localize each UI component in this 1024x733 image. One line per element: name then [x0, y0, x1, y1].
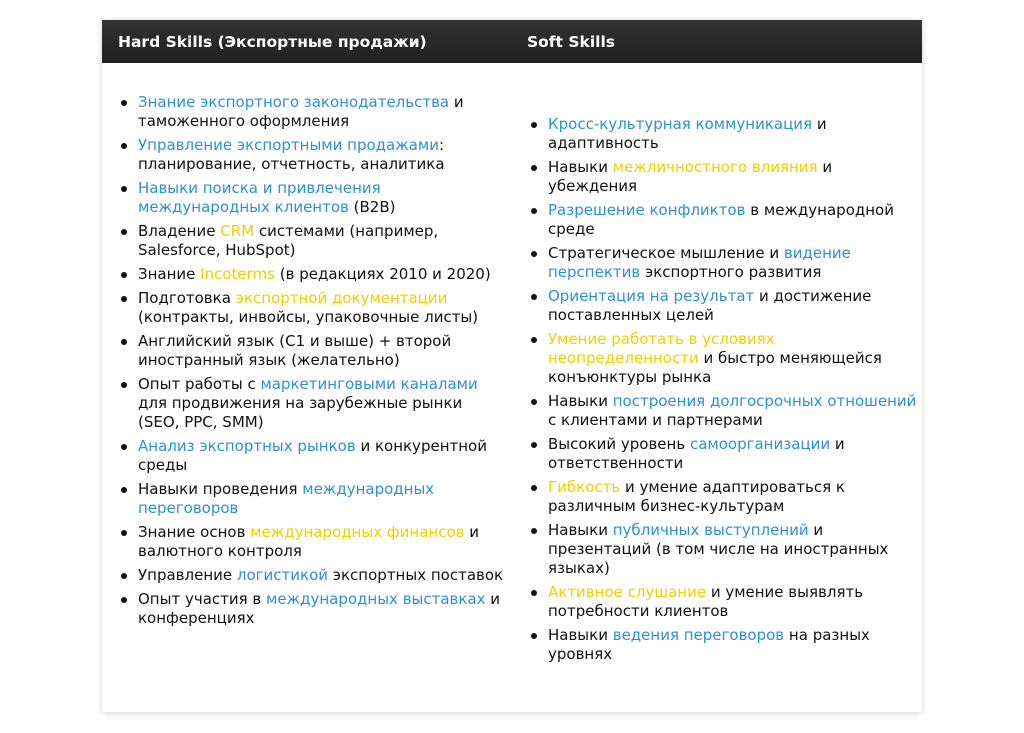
table-header	[102, 20, 922, 63]
list-item	[138, 480, 504, 518]
item-text: и быстро меняющейся конъюнктуры рынка	[548, 349, 882, 386]
list-item	[548, 583, 918, 621]
item-text: и убеждения	[548, 158, 833, 195]
highlighted-term: логистикой	[236, 566, 328, 584]
highlighted-term: Управление экспортными продажами	[138, 136, 439, 154]
highlighted-term: Гибкость	[548, 478, 621, 496]
highlighted-term: построения долгосрочных отношений	[612, 392, 917, 410]
list-item	[138, 222, 504, 260]
list-item	[548, 115, 918, 153]
highlighted-term: самоорганизации	[689, 435, 831, 453]
highlighted-term: международных выставках	[266, 590, 486, 608]
item-text: для продвижения на зарубежные рынки (SEO, PPC, SMM)	[138, 394, 463, 431]
item-text: Управление	[138, 566, 237, 584]
hard-skills-list	[102, 63, 512, 628]
list-item	[548, 626, 918, 664]
list-item	[138, 523, 504, 561]
highlighted-term: публичных выступлений	[612, 521, 809, 539]
item-text: Высокий уровень	[548, 435, 690, 453]
item-text: с клиентами и партнерами	[548, 411, 763, 429]
highlighted-term: Навыки поиска и привлечения международных клиентов	[138, 179, 381, 216]
list-item	[138, 136, 504, 174]
item-text: Владение	[138, 222, 221, 240]
item-text: и адаптивность	[548, 115, 827, 152]
item-text: и валютного контроля	[138, 523, 480, 560]
soft-skills-column	[512, 63, 922, 669]
item-text: (в редакциях 2010 и 2020)	[274, 265, 491, 283]
highlighted-term: межличностного влияния	[612, 158, 818, 176]
item-text: в международной среде	[548, 201, 894, 238]
hard-skills-column	[102, 63, 512, 669]
item-text: Навыки	[548, 521, 613, 539]
hard-skills-title: Hard Skills (Экспортные продажи)	[118, 32, 427, 51]
list-item	[548, 201, 918, 239]
list-item	[138, 437, 504, 475]
soft-skills-title: Soft Skills	[527, 32, 615, 51]
list-item	[548, 330, 918, 387]
item-text: (контракты, инвойсы, упаковочные листы)	[138, 308, 479, 326]
item-text: и презентаций (в том числе на иностранных языках)	[548, 521, 889, 577]
item-text: Английский язык (C1 и выше) + второй иностранный язык (желательно)	[138, 332, 452, 369]
item-text: Знание основ	[138, 523, 251, 541]
list-item	[548, 158, 918, 196]
list-item	[138, 566, 504, 585]
item-text: и умение выявлять потребности клиентов	[548, 583, 864, 620]
highlighted-term: Умение работать в условиях неопределенности	[548, 330, 775, 367]
highlighted-term: Активное слушание	[548, 583, 707, 601]
item-text: экспортных поставок	[328, 566, 504, 584]
list-item	[548, 435, 918, 473]
list-item	[138, 375, 504, 432]
highlighted-term: Анализ экспортных рынков	[138, 437, 356, 455]
highlighted-term: экспортной документации	[235, 289, 448, 307]
item-text: и таможенного оформления	[138, 93, 464, 130]
item-text: (B2B)	[348, 198, 396, 216]
item-text: Навыки	[548, 392, 613, 410]
list-item	[138, 179, 504, 217]
item-text: и конференциях	[138, 590, 501, 627]
item-text: и конкурентной среды	[138, 437, 487, 474]
item-text: системами (например, Salesforce, HubSpot)	[138, 222, 439, 259]
item-text: на разных уровнях	[548, 626, 870, 663]
highlighted-term: ведения переговоров	[612, 626, 785, 644]
highlighted-term: международных переговоров	[138, 480, 435, 517]
skills-table	[102, 20, 922, 712]
list-item	[138, 332, 504, 370]
item-text: Навыки	[548, 626, 613, 644]
highlighted-term: Кросс-культурная коммуникация	[548, 115, 813, 133]
highlighted-term: видение перспектив	[548, 244, 851, 281]
item-text: Подготовка	[138, 289, 236, 307]
item-text: и умение адаптироваться к различным бизнес-культурам	[548, 478, 845, 515]
item-text: Опыт участия в	[138, 590, 267, 608]
item-text: и достижение поставленных целей	[548, 287, 872, 324]
item-text: Стратегическое мышление и	[548, 244, 784, 262]
item-text: Навыки проведения	[138, 480, 303, 498]
list-item	[138, 93, 504, 131]
highlighted-term: международных финансов	[250, 523, 465, 541]
list-item	[138, 265, 504, 284]
item-text: экспортного развития	[640, 263, 822, 281]
list-item	[138, 289, 504, 327]
list-item	[548, 478, 918, 516]
item-text: и ответственности	[548, 435, 845, 472]
list-item	[548, 287, 918, 325]
list-item	[548, 392, 918, 430]
highlighted-term: CRM	[220, 222, 255, 240]
highlighted-term: Знание экспортного законодательства	[138, 93, 450, 111]
highlighted-term: маркетинговыми каналами	[260, 375, 478, 393]
list-item	[548, 521, 918, 578]
highlighted-term: Разрешение конфликтов	[548, 201, 746, 219]
item-text: Навыки	[548, 158, 613, 176]
highlighted-term: Ориентация на результат	[548, 287, 755, 305]
item-text: : планирование, отчетность, аналитика	[138, 136, 445, 173]
item-text: Опыт работы с	[138, 375, 261, 393]
list-item	[548, 244, 918, 282]
highlighted-term: Incoterms	[200, 265, 275, 283]
list-item	[138, 590, 504, 628]
table-body	[102, 63, 922, 669]
item-text: Знание	[138, 265, 201, 283]
soft-skills-list	[512, 63, 922, 664]
